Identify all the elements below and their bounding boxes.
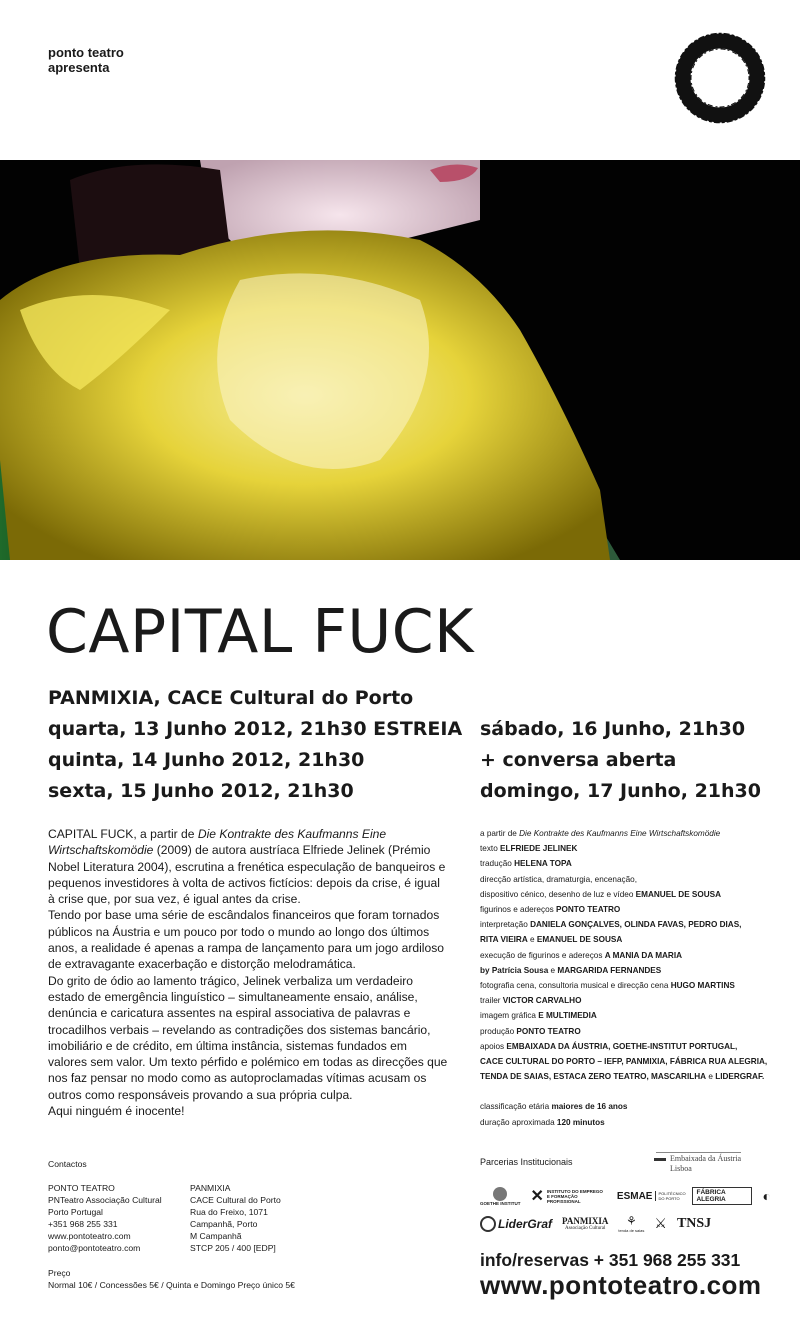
synopsis-paragraph: Do grito de ódio ao lamento trágico, Jelinek verbaliza um verdadeiro estado de emergência linguístico – simultaneamente ensaio, análise, denúncia e caricatura assentes na espiral associativa de palavras e trocadilhos verbais – revelando as contradições dos sistemas bancário, imobiliário e de crédito, em última instância, sistemas fundados em valores sem valor. Um texto pérfido e polémico em todas as direcções que nos faz pensar no modo como as autoproclamadas vítimas acusam os outros como responsáveis provando a sua própria culpa.: [48, 973, 448, 1102]
credit-label: duração aproximada: [480, 1117, 557, 1127]
credit-label: e: [527, 935, 537, 945]
credit-value: HELENA TOPA: [514, 859, 572, 869]
credit-label: Die Kontrakte des Kaufmanns Eine Wirtschaftskomödie: [519, 829, 721, 838]
credit-value: TENDA DE SAIAS, ESTACA ZERO TEATRO, MASCARILHA: [480, 1072, 707, 1082]
credit-label: interpretação: [480, 920, 531, 930]
date-line: sábado, 16 Junho, 21h30: [480, 718, 746, 740]
price-info: [48, 1267, 295, 1291]
credit-value: EMANUEL DE SOUSA: [635, 889, 722, 899]
credit-line: [480, 917, 780, 932]
credit-label: dispositivo cénico, desenho de luz e vídeo: [480, 889, 636, 899]
embassy-logo: Embaixada da Áustria Lisboa: [656, 1152, 741, 1174]
contact-line: PONTO TEATRO: [48, 1183, 115, 1193]
credit-value: A MANIA DA MARIA: [604, 950, 683, 960]
contacts-ponto-teatro: [48, 1182, 162, 1254]
synopsis-text: (2009) de autora austríaca Elfriede Jelinek (Prémio Nobel Literatura 2004), escrutina a frenética especulação de banqueiros e pequenos investidores à volta de activos fictícios: depois da crise, é igual à crise que, por sua vez, é igual antes da crise.: [48, 843, 446, 907]
credit-label: e: [706, 1072, 716, 1082]
partners-label: Parcerias Institucionais: [480, 1157, 573, 1167]
credit-label: imagem gráfica: [480, 1011, 539, 1021]
mascarilha-mask-icon: ◐: [762, 1188, 771, 1204]
tnsj-logo: TNSJ: [676, 1215, 712, 1231]
credit-line: [480, 1115, 780, 1130]
credit-label: execução de figurinos e adereços: [480, 950, 605, 960]
credit-line: [480, 887, 780, 902]
credit-line: [480, 932, 780, 947]
goethe-logo: GOETHE INSTITUT: [480, 1187, 521, 1206]
date-line: sexta, 15 Junho 2012, 21h30: [48, 780, 354, 802]
panmixia-logo: PANMIXIA Associação Cultural: [562, 1216, 609, 1231]
date-line: quinta, 14 Junho 2012, 21h30: [48, 749, 365, 771]
credit-value: ELFRIEDE JELINEK: [500, 844, 578, 854]
date-line: quarta, 13 Junho 2012, 21h30 ESTREIA: [48, 718, 463, 740]
credit-line: [480, 1099, 780, 1114]
credit-value: by Patrícia Sousa: [480, 965, 549, 975]
credit-value: LIDERGRAF.: [715, 1072, 765, 1082]
credit-label: e: [548, 965, 558, 975]
credit-line: [480, 1054, 780, 1069]
venue-line: PANMIXIA, CACE Cultural do Porto: [48, 687, 414, 709]
contacts-panmixia: [190, 1182, 281, 1254]
credit-value: 120 minutos: [556, 1117, 605, 1127]
email-link[interactable]: ponto@pontoteatro.com: [48, 1243, 141, 1253]
contact-line: PNTeatro Associação Cultural: [48, 1195, 162, 1205]
credit-label: classificação etária: [480, 1102, 552, 1112]
credit-label: figurinos e adereços: [480, 905, 557, 915]
credit-label: trailer: [480, 996, 503, 1006]
credit-line: [480, 841, 780, 856]
contact-line: Campanhã, Porto: [190, 1219, 258, 1229]
synopsis-paragraph: [48, 826, 448, 907]
price-value: Normal 10€ / Concessões 5€ / Quinta e Domingo Preço único 5€: [48, 1280, 295, 1290]
esmae-logo: ESMAE POLITÉCNICO DO PORTO: [616, 1190, 686, 1202]
estaca-zero-logo: ⚔: [654, 1215, 667, 1231]
credit-value: DANIELA GONÇALVES, OLINDA FAVAS, PEDRO DIAS,: [530, 920, 742, 930]
partner-logos-row-2: [480, 1214, 711, 1233]
contact-line: Porto Portugal: [48, 1207, 103, 1217]
credit-line: [480, 1069, 780, 1084]
credit-line: [480, 872, 780, 887]
ponto-teatro-circle-logo: [670, 28, 770, 128]
credit-line: [480, 826, 780, 841]
credit-value: E MULTIMEDIA: [538, 1011, 597, 1021]
credit-line: [480, 948, 780, 963]
credit-value: RITA VIEIRA: [480, 935, 528, 945]
synopsis-paragraph: Aqui ninguém é inocente!: [48, 1104, 185, 1119]
credit-value: maiores de 16 anos: [551, 1102, 628, 1112]
website-link[interactable]: www.pontoteatro.com: [48, 1231, 131, 1241]
presenter-line-1: ponto teatro: [48, 45, 124, 60]
credit-label: tradução: [480, 859, 515, 869]
contacts-label: Contactos: [48, 1159, 87, 1169]
contact-line: Rua do Freixo, 1071: [190, 1207, 268, 1217]
contact-line: CACE Cultural do Porto: [190, 1195, 281, 1205]
synopsis: [48, 826, 448, 1119]
date-line: domingo, 17 Junho, 21h30: [480, 780, 761, 802]
schedule-right: [480, 714, 761, 807]
schedule-left: [48, 683, 462, 807]
credit-line: [480, 902, 780, 917]
phone-number: +351 968 255 331: [48, 1219, 118, 1229]
contact-line: STCP 205 / 400 [EDP]: [190, 1243, 276, 1253]
iefp-logo: ✕ INSTITUTO DO EMPREGO E FORMAÇÃO PROFISSIONAL: [530, 1188, 603, 1205]
synopsis-paragraph: Tendo por base uma série de escândalos financeiros que foram tornados públicos na Áustria e um pouco por todo o mundo ao longo dos últimos anos, a realidade é apenas a rampa de lançamento para um jogo ardiloso de extravagante exacerbação e distorção melodramática.: [48, 908, 444, 972]
credit-value: MARGARIDA FERNANDES: [557, 965, 662, 975]
credit-line: [480, 963, 780, 978]
reservations-info: info/reservas + 351 968 255 331: [480, 1250, 741, 1270]
price-label: Preço: [48, 1268, 71, 1278]
credit-line: [480, 1024, 780, 1039]
credit-value: HUGO MARTINS: [670, 981, 735, 991]
source-work-title: Die Kontrakte des Kaufmanns Eine Wirtschaftskomödie: [48, 827, 387, 858]
credit-label: produção: [480, 1026, 517, 1036]
credit-value: EMANUEL DE SOUSA: [536, 935, 623, 945]
contact-line: M Campanhã: [190, 1231, 242, 1241]
credit-label: fotografia cena, consultoria musical e direcção cena: [480, 981, 671, 991]
credit-value: CACE CULTURAL DO PORTO – IEFP, PANMIXIA, FÁBRICA RUA ALEGRIA,: [480, 1057, 768, 1067]
credit-label: apoios: [480, 1041, 507, 1051]
show-title: CAPITAL FUCK: [46, 597, 475, 667]
credit-line: [480, 1008, 780, 1023]
credits: [480, 826, 780, 1130]
credit-line: [480, 993, 780, 1008]
credit-value: EMBAIXADA DA ÁUSTRIA, GOETHE-INSTITUT PORTUGAL,: [506, 1041, 738, 1051]
credit-line: [480, 856, 780, 871]
credit-label: a partir de: [480, 829, 520, 838]
talk-line: + conversa aberta: [480, 749, 677, 771]
credit-value: VICTOR CARVALHO: [502, 996, 582, 1006]
website-url[interactable]: www.pontoteatro.com: [480, 1270, 762, 1300]
credit-label: texto: [480, 844, 501, 854]
tenda-de-saias-logo: ⚘ tenda de saias: [618, 1214, 645, 1233]
lidergraf-logo: LiderGraf: [480, 1216, 552, 1232]
fabrica-alegria-logo: FÁBRICA ALEGRIA: [692, 1187, 752, 1205]
presenter-line-2: apresenta: [48, 60, 110, 75]
credit-value: PONTO TEATRO: [516, 1026, 581, 1036]
presenter-heading: [48, 45, 124, 75]
credit-label: direcção artística, dramaturgia, encenação,: [480, 874, 638, 884]
credit-value: PONTO TEATRO: [556, 905, 621, 915]
credit-line: [480, 1039, 780, 1054]
credit-line: [480, 978, 780, 993]
partner-logos-row-1: [480, 1186, 771, 1206]
synopsis-text: CAPITAL FUCK, a partir de: [48, 827, 198, 841]
hero-photo: [0, 160, 800, 560]
contact-line: PANMIXIA: [190, 1183, 231, 1193]
